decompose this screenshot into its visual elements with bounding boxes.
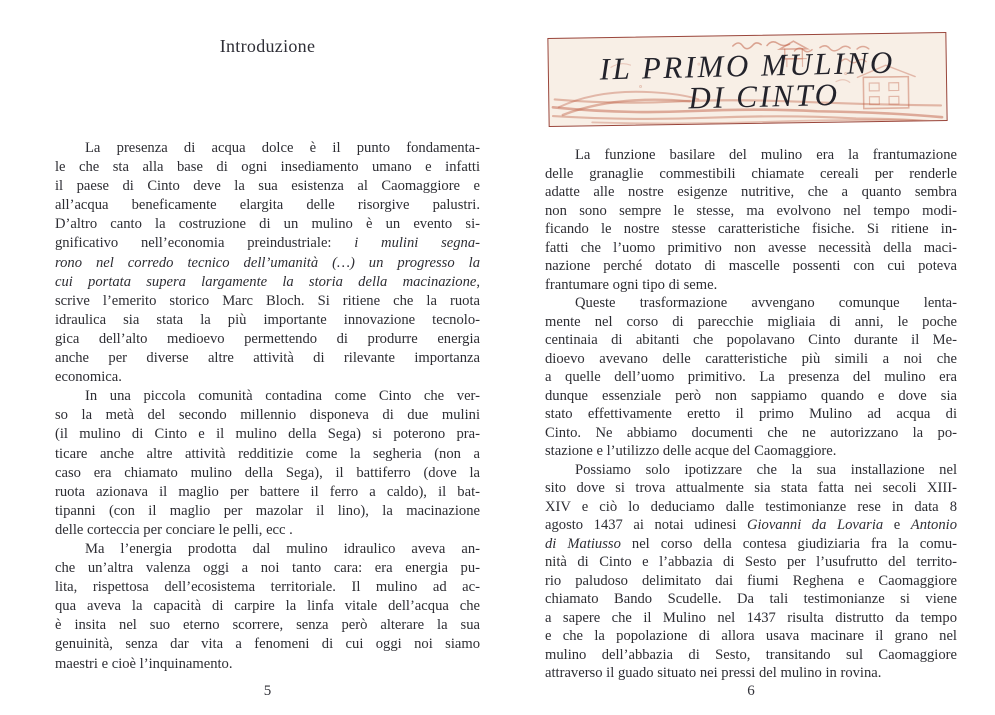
text-line: agosto 1437 ai notai udinesi Giovanni da Lovaria e Antonio: [545, 517, 957, 533]
text-line: è insita nel suo eterno scorrere, senza però alterare la sua: [55, 617, 480, 634]
text-line: idraulica sia stata la più importante innovazione tecnolo-: [55, 311, 480, 328]
text-line: gica dell’alto medioevo permettendo di produrre energia: [55, 330, 480, 347]
paragraph: [545, 294, 957, 461]
text-line: stazione e l’utilizzo delle acque del Caomaggiore.: [545, 443, 837, 459]
page-left: [55, 0, 480, 715]
text-line: qua aveva la capacità di carpire la linfa vitale dell’acqua che: [55, 598, 480, 615]
text-line: a quelle dell’uomo primitivo. La presenza del mulino era: [545, 369, 957, 385]
text-line: fatti che l’uomo primitivo non avesse necessità della maci-: [545, 239, 957, 256]
text-line: mente nel corso di parecchie migliaia di anni, le poche: [545, 313, 957, 330]
text-line: gnificativo nell’economia preindustriale: i mulini segna-: [55, 235, 480, 252]
text-line: centinaia di abitanti che popolavano Cinto durante il Me-: [545, 332, 957, 348]
text-line: che un’altra valenza oggi a noi tanto cara: era energia pu-: [55, 560, 480, 577]
right-page-body: [545, 146, 957, 683]
text-line: ticare anche altre attività redditizie come la segheria (non a: [55, 445, 480, 462]
paragraph: [55, 139, 480, 387]
page-number-left: 5: [263, 683, 272, 699]
text-line: genuinità, senza dar vita a fenomeni di cui oggi noi siamo: [55, 636, 480, 653]
text-line: e che la popolazione di allora usava macinare il grano nel: [545, 628, 957, 644]
paragraph: [545, 146, 957, 294]
text-line: so la metà del secondo millennio disponeva di due mulini: [55, 407, 480, 424]
chapter-title-line2: DI CINTO: [687, 76, 840, 116]
text-line: attraverso il guado situato nei pressi del mulino in rovina.: [545, 665, 882, 681]
text-line: cui portata supera largamente la storia della macinazione,: [55, 273, 480, 290]
page-number-right: 6: [747, 683, 755, 699]
text-line: dunque essenziale però non sappiamo quando e dove sia: [545, 387, 957, 404]
text-line: il paese di Cinto deve la sua esistenza al Caomaggiore e: [55, 178, 480, 195]
text-line: ficando le nostre stesse caratteristiche fisiche. Si ritiene in-: [545, 221, 957, 237]
text-line: rio paludoso delimitato dai fiumi Reghena e Caomaggiore: [545, 572, 957, 589]
text-line: rono nel corredo tecnico dell’umanità (…) un progresso la: [55, 254, 480, 271]
text-line: mulino dell’abbazia di Sesto, transitando sul Caomaggiore: [545, 646, 957, 663]
text-line: nità di Cinto e l’abbazia di Sesto per l’usufrutto del territo-: [545, 554, 957, 570]
text-line: D’altro canto la costruzione di un mulino è un evento si-: [55, 216, 480, 233]
text-line: La funzione basilare del mulino era la frantumazione: [575, 147, 957, 163]
text-line: In una piccola comunità contadina come Cinto che ver-: [85, 388, 480, 405]
text-line: non sono sempre le stesse, ma evolvono nel tempo modi-: [545, 202, 957, 219]
left-page-body: [55, 139, 480, 674]
text-line: adatte alle nostre esigenze nutritive, che a quanto sembra: [545, 184, 957, 200]
text-line: di Matiusso nel corso della contesa giudiziaria fra la comu-: [545, 535, 957, 552]
text-line: (il mulino di Cinto e il mulino della Sega) si poterono pra-: [55, 426, 480, 443]
text-line: nazione perché dotato di mascelle possenti con cui poteva: [545, 258, 957, 274]
chapter-heading: Introduzione: [219, 36, 316, 56]
text-line: economica.: [55, 369, 122, 386]
text-line: Cinto. Ne abbiamo documenti che ne autorizzano la po-: [545, 424, 957, 441]
paragraph: [55, 387, 480, 540]
text-line: La presenza di acqua dolce è il punto fondamenta-: [85, 140, 480, 156]
page-right: [545, 0, 957, 715]
paragraph: [545, 461, 957, 683]
text-line: chiamato Bando Scudelle. Da tali testimonianze si viene: [545, 591, 957, 607]
text-line: sito dove si trova attualmente sia stata fatta nei secoli XIII-: [545, 480, 957, 496]
text-line: delle granaglie commestibili chiamate cereali per renderle: [545, 165, 957, 182]
text-line: delle corteccia per conciare le pelli, ecc .: [55, 521, 293, 538]
text-line: maestri e cioè l’inquinamento.: [55, 655, 233, 672]
text-line: frantumare ogni tipo di seme.: [545, 276, 718, 293]
text-line: anche per diverse altre attività di rilevante importanza: [55, 350, 480, 367]
text-line: ruota azionava il maglio per battere il ferro a caldo), il bat-: [55, 483, 480, 500]
text-line: XIV e ciò lo deduciamo dalle testimonianze rese in data 8: [545, 498, 957, 515]
text-line: tipanni (con il maglio per mazolar il lino), la macinazione: [55, 502, 480, 519]
text-line: Possiamo solo ipotizzare che la sua installazione nel: [575, 461, 957, 478]
text-line: a sapere che il Mulino nel 1437 risulta distrutto da tempo: [545, 609, 957, 626]
chapter-title-line1: IL PRIMO MULINO: [599, 44, 896, 87]
text-line: stato effettivamente eretto il primo Mulino ad acqua di: [545, 406, 957, 422]
text-line: caso era chiamato mulino della Sega), il battiferro (dove la: [55, 464, 480, 481]
chapter-title-box: [547, 32, 947, 127]
text-line: Queste trasformazione avvengano comunque lenta-: [575, 295, 957, 311]
text-line: scrive l’emerito storico Marc Bloch. Si ritiene che la ruota: [55, 292, 480, 309]
text-line: all’acqua beneficamente elargita delle risorgive palustri.: [55, 197, 480, 214]
chapter-title: [548, 32, 947, 117]
text-line: lita, rispettosa dell’ecosistema territoriale. Il mulino ad ac-: [55, 579, 480, 596]
text-line: dioevo avevano delle caratteristiche più simili a noi che: [545, 350, 957, 367]
text-line: le che sta alla base di ogni insediamento umano e infatti: [55, 159, 480, 176]
text-line: Ma l’energia prodotta dal mulino idraulico aveva an-: [85, 540, 480, 557]
paragraph: [55, 540, 480, 674]
